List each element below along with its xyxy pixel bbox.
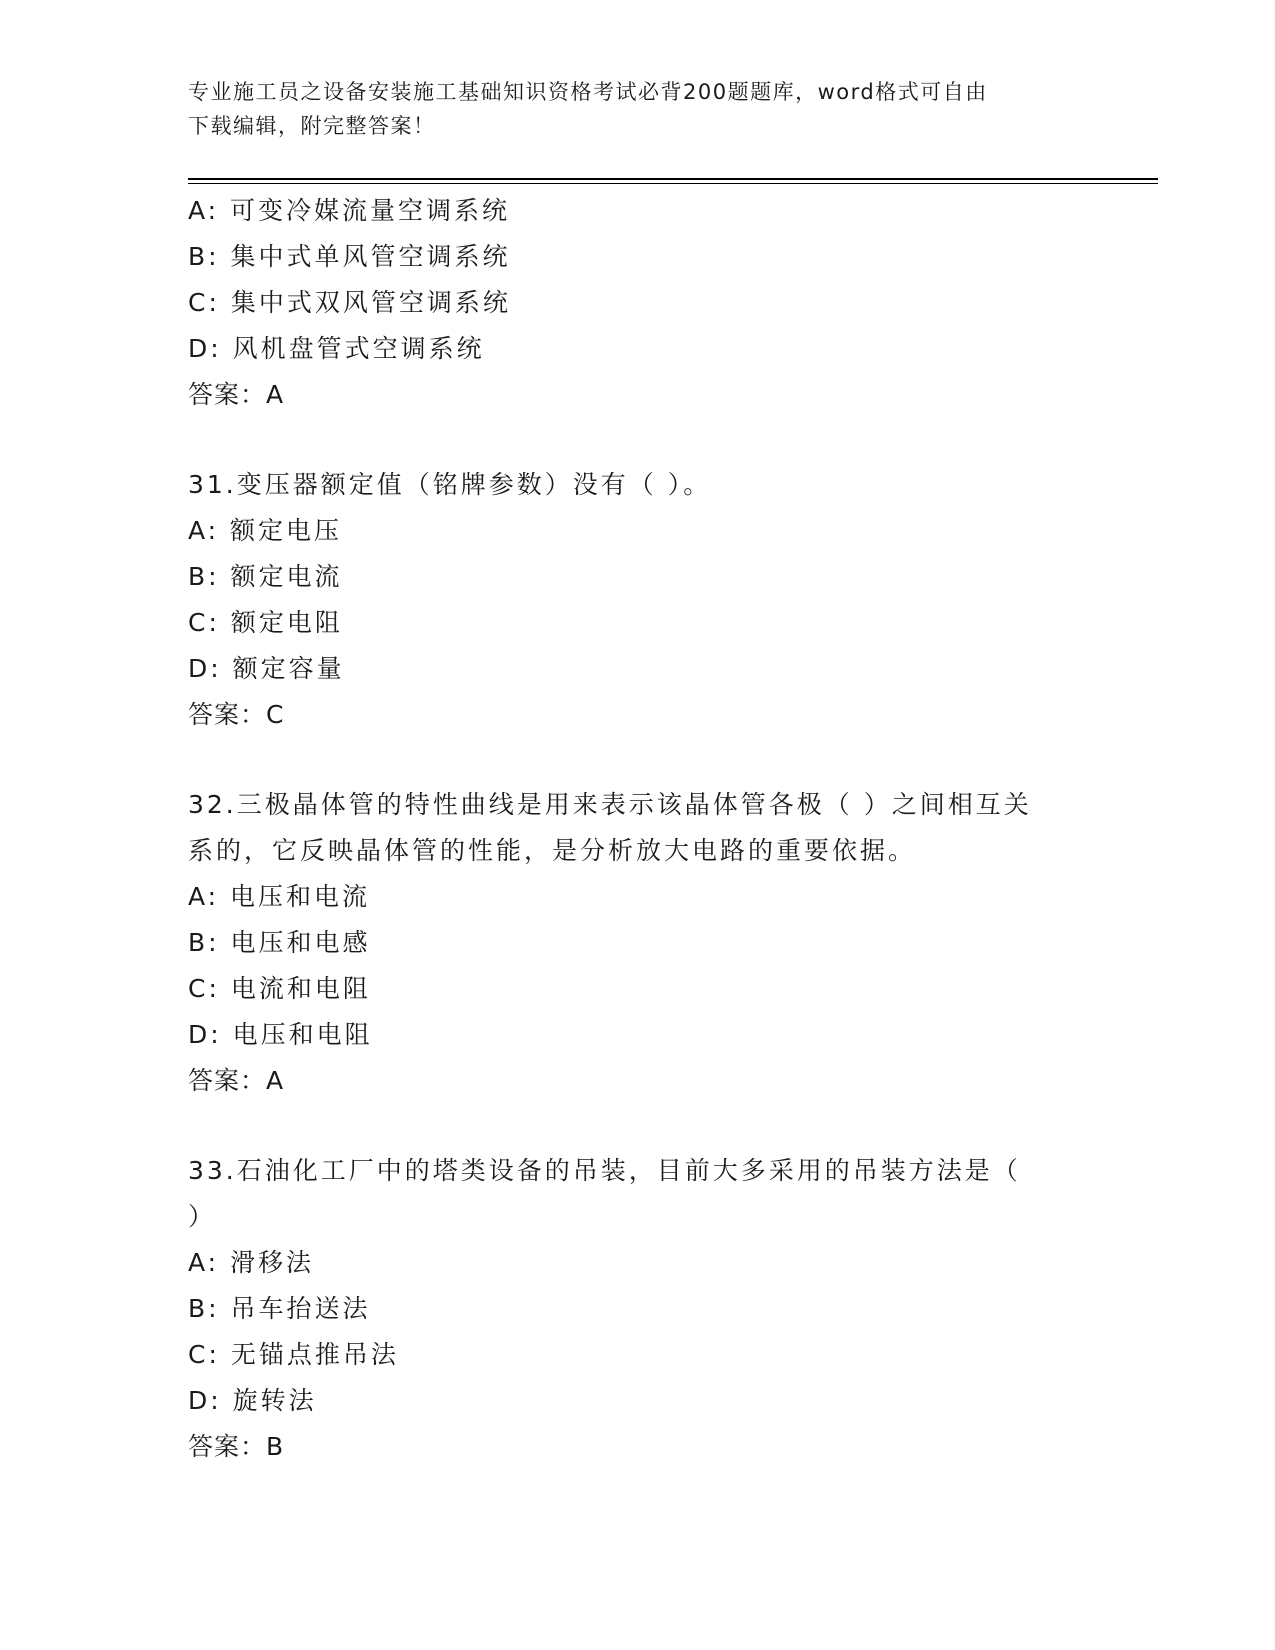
option-c: C: 无锚点推吊法 <box>188 1340 399 1369</box>
option-d: D: 电压和电阻 <box>188 1020 373 1049</box>
header-divider-thin <box>188 183 1158 184</box>
question-stem-line-2: ） <box>188 1202 217 1231</box>
header-divider-thick <box>188 178 1158 180</box>
option-b: B: 电压和电感 <box>188 928 371 957</box>
option-b: B: 额定电流 <box>188 562 343 591</box>
option-a: A: 额定电压 <box>188 516 343 545</box>
option-c: C: 电流和电阻 <box>188 974 371 1003</box>
option-b: B: 吊车抬送法 <box>188 1294 371 1323</box>
option-d: D: 风机盘管式空调系统 <box>188 334 485 363</box>
question-31 <box>188 462 1088 738</box>
question-32 <box>188 782 1088 1104</box>
option-d: D: 额定容量 <box>188 654 345 683</box>
option-a: A: 可变冷媒流量空调系统 <box>188 196 511 225</box>
question-list <box>188 188 1088 1470</box>
answer: 答案：A <box>188 380 285 409</box>
document-header <box>188 75 1068 143</box>
question-33 <box>188 1148 1088 1470</box>
question-30 <box>188 188 1088 418</box>
header-line-2: 下载编辑，附完整答案！ <box>188 114 436 138</box>
question-stem-line-1: 32.三极晶体管的特性曲线是用来表示该晶体管各极（ ）之间相互关 <box>188 790 1032 819</box>
question-stem: 31.变压器额定值（铭牌参数）没有（ ）。 <box>188 470 712 499</box>
option-c: C: 额定电阻 <box>188 608 343 637</box>
option-a: A: 电压和电流 <box>188 882 371 911</box>
question-stem-line-1: 33.石油化工厂中的塔类设备的吊装，目前大多采用的吊装方法是（ <box>188 1156 1021 1185</box>
option-b: B: 集中式单风管空调系统 <box>188 242 511 271</box>
spacer <box>188 738 1088 782</box>
spacer <box>188 1104 1088 1148</box>
question-stem-line-2: 系的，它反映晶体管的性能，是分析放大电路的重要依据。 <box>188 836 917 865</box>
answer: 答案：C <box>188 700 285 729</box>
answer: 答案：A <box>188 1066 285 1095</box>
header-line-1: 专业施工员之设备安装施工基础知识资格考试必背200题题库，word格式可自由 <box>188 80 988 104</box>
spacer <box>188 418 1088 462</box>
option-d: D: 旋转法 <box>188 1386 317 1415</box>
option-c: C: 集中式双风管空调系统 <box>188 288 511 317</box>
answer: 答案：B <box>188 1432 285 1461</box>
option-a: A: 滑移法 <box>188 1248 315 1277</box>
